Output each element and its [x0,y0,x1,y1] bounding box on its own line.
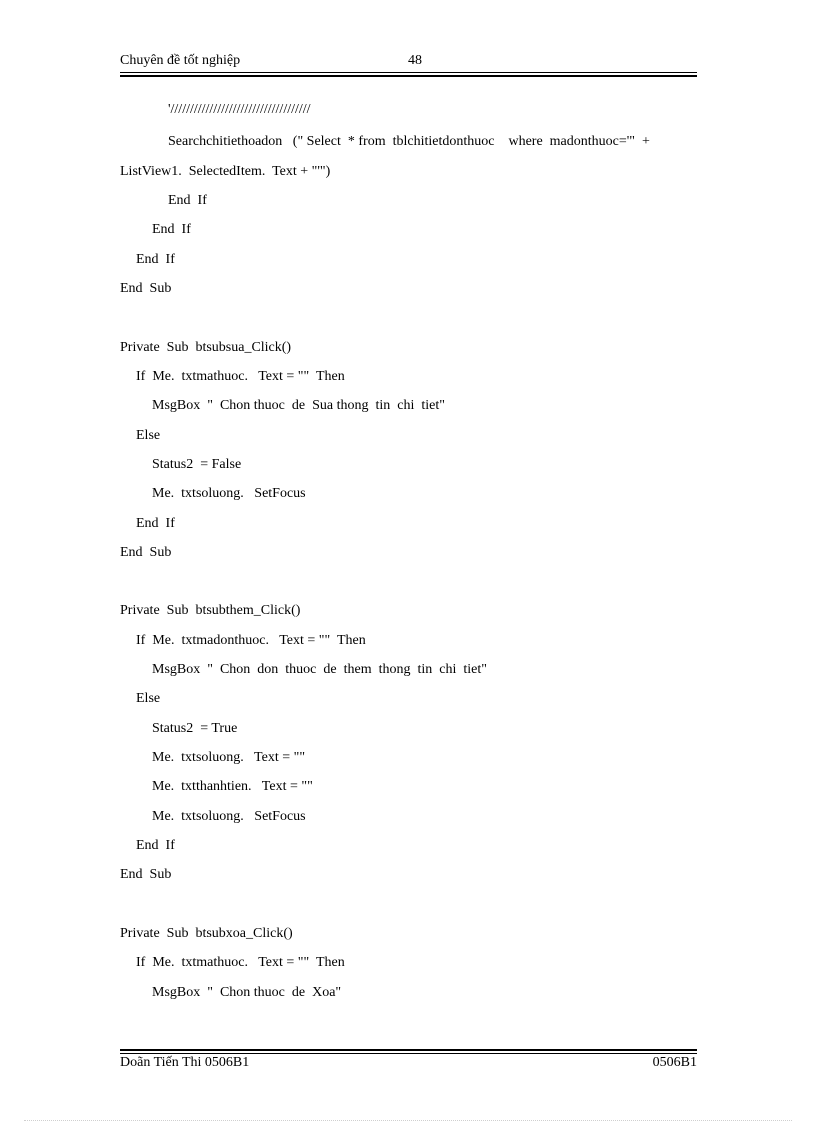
code-line: Status2 = False [152,457,242,472]
page-bottom-divider [24,1120,792,1121]
code-line: End Sub [120,867,172,882]
code-line: Else [136,428,161,443]
code-line: End If [136,252,175,267]
code-line: MsgBox " Chon thuoc de Xoa" [152,985,342,1000]
code-line: If Me. txtmathuoc. Text = "" Then [136,369,345,384]
code-line: '//////////////////////////////////// [168,102,311,117]
code-line: Else [136,691,161,706]
footer-rule-thick [120,1049,697,1051]
code-line: If Me. txtmadonthuoc. Text = "" Then [136,633,366,648]
code-line: Private Sub btsubsua_Click() [120,340,292,355]
header-rule-thin [120,72,697,73]
footer-class-code: 0506B1 [652,1055,697,1070]
code-line: End If [152,222,191,237]
code-line: Me. txtsoluong. SetFocus [152,809,306,824]
code-line: End Sub [120,545,172,560]
code-line: End If [136,516,175,531]
code-line: MsgBox " Chon thuoc de Sua thong tin chi tiet" [152,398,445,413]
code-line: Me. txtsoluong. SetFocus [152,486,306,501]
footer-author: Doãn Tiến Thi 0506B1 [120,1055,250,1070]
code-line: Private Sub btsubxoa_Click() [120,926,293,941]
code-line: Private Sub btsubthem_Click() [120,603,301,618]
code-line: End If [168,193,207,208]
page-number: 48 [408,53,422,68]
code-line: Me. txtthanhtien. Text = "" [152,779,313,794]
header-title: Chuyên đề tốt nghiệp [120,53,241,68]
footer-rule-thin [120,1053,697,1054]
code-line: Status2 = True [152,721,238,736]
code-line: If Me. txtmathuoc. Text = "" Then [136,955,345,970]
page-footer [120,1055,697,1077]
code-line: End If [136,838,175,853]
code-line: Searchchitiethoadon (" Select * from tblchitietdonthuoc where madonthuoc='" + [168,134,650,149]
code-line: ListView1. SelectedItem. Text + "'") [120,164,331,179]
page-header [120,53,697,77]
code-line: MsgBox " Chon don thuoc de them thong tin chi tiet" [152,662,487,677]
header-rule-thick [120,75,697,77]
code-line: End Sub [120,281,172,296]
code-line: Me. txtsoluong. Text = "" [152,750,306,765]
